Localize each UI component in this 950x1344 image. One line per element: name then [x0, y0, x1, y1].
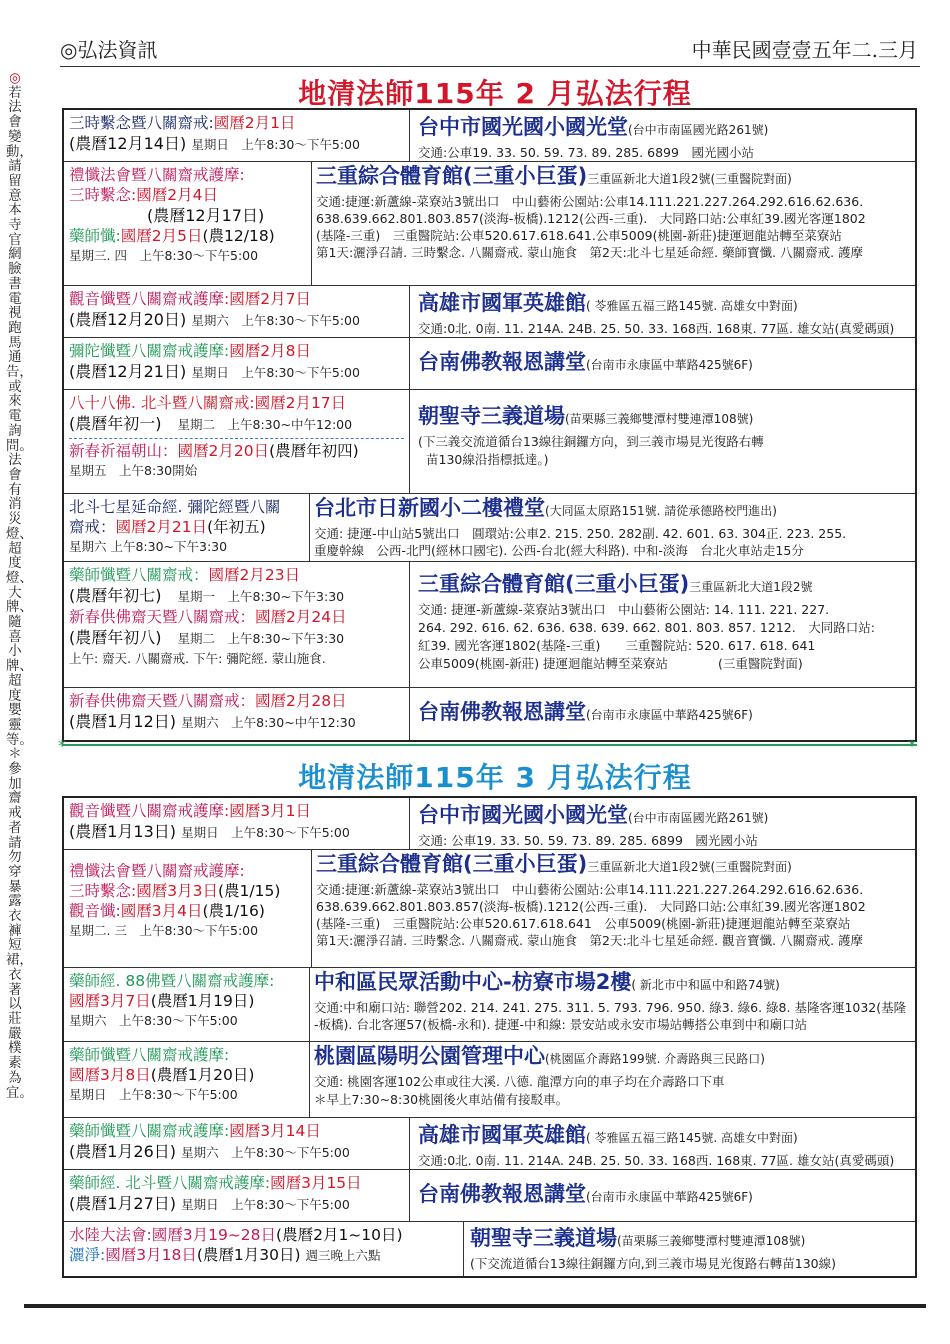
event-cell — [64, 1222, 464, 1276]
lunar-date: (農曆1月12日) — [69, 712, 177, 731]
event-subname: 新春祈福朝山： — [69, 442, 178, 460]
venue-name: 台中市國光國小國光堂 — [418, 803, 628, 827]
location-cell — [310, 1042, 915, 1117]
venue-address: (苗栗縣三義鄉雙潭村雙連潭108號) — [565, 412, 754, 426]
event-date: 國曆3月19~28日 — [151, 1226, 277, 1244]
event-time: 星期六 上午8:30～下午5:00 — [69, 1013, 238, 1028]
lunar-date: (農曆12月17日) — [147, 206, 265, 225]
transport-info: 264. 292. 616. 62. 636. 638. 639. 662. 801. 803. 857. 1212. 大同路口站: — [418, 620, 875, 635]
venue-name: 高雄市國軍英雄館 — [418, 1123, 586, 1147]
table-row — [64, 1222, 915, 1276]
lunar-date: (農曆年初八) — [69, 628, 162, 647]
location-cell — [310, 968, 915, 1041]
event-cell — [64, 1170, 410, 1221]
location-cell — [410, 286, 915, 337]
location-cell — [410, 110, 915, 161]
transport-info: 交通:捷運:新蘆線-菜寮站3號出口 中山藝術公園站:公車14.111.221.227.264.292.616.62.636. — [316, 882, 864, 897]
star-ornament: * — [908, 736, 916, 755]
lunar-date: (農曆1月19日) — [150, 992, 255, 1010]
footer-rule — [24, 1304, 926, 1308]
event-time: 星期六 上午8:30~中午12:30 — [181, 715, 356, 730]
event-time: 星期三. 四 上午8:30～下午5:00 — [69, 248, 259, 263]
event-cell — [64, 286, 410, 337]
mar-schedule-title: 地清法師115年 3 月弘法行程 — [298, 761, 692, 794]
event-time: 星期二 上午8:30~中午12:00 — [177, 417, 353, 432]
venue-address: (苗栗縣三義鄉雙潭村雙連潭108號) — [617, 1234, 806, 1248]
event-cell — [64, 798, 410, 849]
transport-info: (下三義交流道循台13線往銅鑼方向，到三義市場見光復路右轉 — [418, 434, 764, 449]
venue-name: 朝聖寺三義道場 — [470, 1226, 617, 1250]
transport-info: ＊早上7:30~8:30桃園後火車站備有接駁車。 — [314, 1092, 569, 1107]
transport-info: 紅39. 國光客運1802(基隆-三重) 三重醫院站: 520. 617. 618. 641 — [418, 638, 816, 653]
venue-address: (大同區太原路151號. 請從承德路校門進出) — [545, 504, 777, 518]
event-time: 星期日 上午8:30～下午5:00 — [69, 1087, 238, 1102]
event-date: 國曆3月1日 — [229, 802, 311, 820]
lunar-date: (農曆1月13日) — [69, 822, 177, 841]
section-divider — [62, 744, 917, 746]
event-time: 星期日 上午8:30～下午5:00 — [181, 1197, 350, 1212]
transport-info: 苗130線沿指標抵達。) — [426, 452, 549, 467]
lunar-date: (農曆年初四) — [269, 442, 359, 460]
table-row — [64, 338, 915, 390]
event-date: 國曆2月20日 — [177, 442, 270, 460]
feb-schedule-title: 地清法師115年 2 月弘法行程 — [298, 77, 692, 110]
transport-info: 交通: 公車19. 33. 50. 59. 73. 89. 285. 6899 國光國小站 — [418, 833, 758, 848]
venue-name: 台北市日新國小二樓禮堂 — [314, 496, 545, 520]
event-cell — [64, 162, 312, 285]
dashed-separator — [69, 438, 404, 439]
event-time: 星期二. 三 上午8:30～下午5:00 — [69, 923, 259, 938]
event-cell — [64, 1118, 410, 1169]
lunar-date: (農1/15) — [217, 882, 281, 900]
table-row — [64, 798, 915, 850]
transport-info: 638.639.662.801.803.857(淡海-板橋).1212(公西-三重). 大同路口站:公車紅39.國光客運1802 — [316, 211, 866, 226]
event-cell — [64, 562, 410, 687]
event-date: 國曆2月17日 — [254, 394, 347, 412]
venue-address: ( 苓雅區五福三路145號. 高雄女中對面) — [586, 299, 798, 313]
venue-address: 三重區新北大道1段2號 — [689, 580, 813, 594]
event-name: 北斗七星延命經. 彌陀經暨八關 — [69, 498, 281, 516]
event-name: 禮懺法會暨八關齋戒護摩: — [69, 166, 245, 184]
event-time: 星期五 上午8:30開始 — [69, 463, 198, 478]
event-time: 星期一 上午8:30~下午3:30 — [177, 589, 345, 604]
event-time: 星期二 上午8:30~下午3:30 — [177, 631, 345, 646]
event-name: 觀音懺暨八關齋戒護摩: — [69, 802, 230, 820]
location-cell — [410, 688, 915, 740]
lunar-date: (農曆1月26日) — [69, 1142, 177, 1161]
event-cell — [64, 338, 410, 389]
venue-name: 桃園區陽明公園管理中心 — [314, 1044, 545, 1068]
location-cell — [410, 798, 915, 849]
transport-info: 交通: 捷運-新蘆線-菜寮站3號出口 中山藝術公園站: 14. 111. 221. 227. — [418, 602, 830, 617]
table-row — [64, 1042, 915, 1118]
venue-name: 高雄市國軍英雄館 — [418, 291, 586, 315]
location-cell — [312, 162, 915, 285]
side-note — [6, 71, 33, 1101]
location-cell — [310, 494, 915, 561]
transport-info: 交通:公車19. 33. 50. 59. 73. 89. 285. 6899 國光國小站 — [418, 145, 754, 160]
location-cell — [464, 1222, 915, 1276]
side-note-text: 若法會變動，請留意本寺官網臉書電視跑馬通告，或來電詢問。法會有消災燈、超度燈、大牌、隨喜小牌、超度嬰靈等。＊參加齋戒者請勿穿暴露衣褲短裙，衣著以莊嚴樸素為宜。 — [6, 85, 33, 1101]
lunar-date: (農曆1月30日) — [196, 1246, 301, 1264]
event-date: 國曆3月15日 — [270, 1174, 362, 1192]
event-name: 藥師懺暨八關齋戒護摩: — [69, 1122, 230, 1140]
lunar-date: (年初五) — [207, 518, 266, 536]
event-name: 藥師懺暨八關齋戒： — [69, 566, 209, 584]
event-name: 水陸大法會: — [69, 1226, 152, 1244]
lunar-date: (農12/18) — [202, 227, 275, 245]
event-cell — [64, 688, 410, 740]
header-section-label: ◎弘法資訊 — [60, 38, 158, 62]
lunar-date: (農曆年初一) — [69, 414, 162, 433]
event-cell — [64, 1042, 310, 1117]
venue-name: 台南佛教報恩講堂 — [418, 1182, 586, 1206]
venue-name: 台南佛教報恩講堂 — [418, 350, 586, 374]
transport-info: 交通:0北. 0南. 11. 214A. 24B. 25. 50. 33. 168西. 168東. 77區. 雄女站(真愛碼頭) — [418, 1153, 895, 1168]
event-subname: 新春供佛齋天暨八關齋戒： — [69, 608, 256, 626]
event-name: 觀音懺暨八關齋戒護摩: — [69, 290, 230, 308]
venue-name: 三重綜合體育館(三重小巨蛋) — [316, 164, 588, 188]
lunar-date: (農曆2月1~10日) — [276, 1226, 403, 1244]
transport-info: 638.639.662.801.803.857(淡海-板橋).1212(公西-三重). 大同路口站:公車紅39.國光客運1802 — [316, 899, 866, 914]
event-time: 星期六 上午8:30～下午5:00 — [191, 313, 360, 328]
venue-address: (桃園區介壽路199號. 介壽路與三民路口) — [545, 1052, 765, 1066]
table-row — [64, 390, 915, 494]
event-date: 國曆3月3日 — [136, 882, 218, 900]
event-cell — [64, 850, 312, 967]
lunar-date: (農曆1月20日) — [150, 1066, 255, 1084]
table-row — [64, 968, 915, 1042]
event-date: 國曆2月23日 — [208, 566, 301, 584]
location-cell — [410, 338, 915, 389]
table-row — [64, 562, 915, 688]
header-date: 中華民國壹壹五年二.三月 — [691, 38, 918, 62]
event-date: 國曆3月14日 — [229, 1122, 321, 1140]
transport-info: 交通:捷運:新蘆線-菜寮站3號出口 中山藝術公園站:公車14.111.221.227.264.292.616.62.636. — [316, 194, 864, 209]
venue-address: (台中市南區國光路261號) — [628, 123, 769, 137]
lunar-date: (農曆12月20日) — [69, 310, 187, 329]
event-name: 新春供佛齋天暨八關齋戒： — [69, 692, 256, 710]
transport-info: 交通:中和廟口站: 聯營202. 214. 241. 275. 311. 5. 793. 796. 950. 綠3. 綠6. 綠8. 基隆客運1032(基隆 — [314, 1000, 907, 1015]
event-time: 星期六 上午8:30~下午3:30 — [69, 539, 228, 554]
event-subname: 三時繫念: — [69, 882, 137, 900]
event-time: 星期六 上午8:30～下午5:00 — [181, 1145, 350, 1160]
transport-info: (基隆-三重) 三重醫院站:公車520.617.618.641.公車5009(桃園-新莊)捷運迴龍站轉至菜寮站 — [316, 228, 842, 243]
transport-info: 交通:0北. 0南. 11. 214A. 24B. 25. 50. 33. 168西. 168東. 77區. 雄女站(真愛碼頭) — [418, 321, 895, 336]
event-time: 星期日 上午8:30～下午5:00 — [181, 825, 350, 840]
table-row — [64, 850, 915, 968]
event-cell — [64, 494, 310, 561]
event-name: 藥師懺暨八關齋戒護摩: — [69, 1046, 230, 1064]
location-cell — [410, 1170, 915, 1221]
event-name: 彌陀懺暨八關齋戒護摩: — [69, 342, 230, 360]
event-name: 三時繫念暨八關齋戒: — [69, 114, 214, 132]
venue-address: (台南市永康區中華路425號6F) — [586, 358, 753, 372]
table-row — [64, 110, 915, 162]
star-ornament: * — [58, 736, 66, 755]
event-time: 星期日 上午8:30～下午5:00 — [191, 365, 360, 380]
location-cell — [410, 390, 915, 493]
event-date: 國曆2月28日 — [255, 692, 347, 710]
event-date: 國曆3月18日 — [105, 1246, 197, 1264]
venue-address: (台南市永康區中華路425號6F) — [586, 1190, 753, 1204]
location-cell — [312, 850, 915, 967]
table-row — [64, 1118, 915, 1170]
event-name: 藥師經. 88佛暨八關齋戒護摩: — [69, 972, 275, 990]
event-date: 國曆2月5日 — [120, 227, 203, 245]
event-date: 國曆2月24日 — [255, 608, 347, 626]
event-time: 星期日 上午8:30～下午5:00 — [191, 137, 360, 152]
event-name: 藥師經. 北斗暨八關齋戒護摩: — [69, 1174, 271, 1192]
venue-address: (台南市永康區中華路425號6F) — [586, 708, 753, 722]
event-cell — [64, 390, 410, 493]
lunar-date: (農曆1月27日) — [69, 1194, 177, 1213]
header-rule — [60, 66, 920, 67]
event-time: 週三晚上六點 — [305, 1248, 381, 1263]
venue-address: (台中市南區國光路261號) — [628, 811, 769, 825]
transport-info: -板橋). 台北客運57(板橋-永和). 捷運-中和線: 景安站或永安市場站轉搭公車到中和廟口站 — [314, 1017, 808, 1032]
transport-info: 交通: 桃園客運102公車或往大溪. 八德. 龍潭方向的車子均在介壽路口下車 — [314, 1074, 725, 1089]
event-subname: 三時繫念: — [69, 186, 137, 204]
event-date: 國曆3月4日 — [120, 902, 203, 920]
venue-name: 台中市國光國小國光堂 — [418, 115, 628, 139]
venue-name: 朝聖寺三義道場 — [418, 404, 565, 428]
lunar-date: (農曆年初七) — [69, 586, 162, 605]
program-note: 上午: 齋天. 八關齋戒. 下午: 彌陀經. 蒙山施食. — [69, 651, 326, 666]
venue-name: 三重綜合體育館(三重小巨蛋) — [418, 572, 690, 596]
table-row — [64, 286, 915, 338]
lunar-date: (農1/16) — [202, 902, 265, 920]
event-date: 國曆2月1日 — [213, 114, 296, 132]
event-name-cont: 齋戒： — [69, 518, 116, 536]
transport-info: 交通: 捷運-中山站5號出口 圓環站:公車2. 215. 250. 282副. 42. 601. 63. 304正. 223. 255. — [314, 526, 847, 541]
event-cell — [64, 968, 310, 1041]
event-date: 國曆2月7日 — [229, 290, 311, 308]
table-row — [64, 494, 915, 562]
event-date: 國曆2月4日 — [136, 186, 218, 204]
lunar-date: (農曆12月14日) — [69, 134, 187, 153]
event-subname: 灑淨: — [69, 1246, 106, 1264]
event-cell — [64, 110, 410, 161]
location-cell — [410, 562, 915, 687]
event-date: 國曆3月8日 — [69, 1066, 151, 1084]
transport-info: 公車5009(桃園-新莊) 捷運迴龍站轉至菜寮站 (三重醫院對面) — [418, 656, 803, 671]
table-row — [64, 1170, 915, 1222]
lunar-date: (農曆12月21日) — [69, 362, 187, 381]
table-row — [64, 162, 915, 286]
program-info: 第1天:灑淨召請. 三時繫念. 八關齋戒. 蒙山施食 第2天:北斗七星延命經. 觀音寶懺. 八關齋戒. 護摩 — [316, 933, 864, 948]
venue-name: 台南佛教報恩講堂 — [418, 700, 586, 724]
event-date: 國曆2月21日 — [115, 518, 208, 536]
venue-address: 三重區新北大道1段2號(三重醫院對面) — [587, 860, 792, 874]
venue-address: ( 苓雅區五福三路145號. 高雄女中對面) — [586, 1131, 798, 1145]
event-subname: 觀音懺: — [69, 902, 121, 920]
location-cell — [410, 1118, 915, 1169]
event-name: 八十八佛. 北斗暨八關齋戒: — [69, 394, 255, 412]
venue-name: 中和區民眾活動中心-枋寮市場2樓 — [314, 970, 632, 994]
venue-address: ( 新北市中和區中和路74號) — [631, 978, 780, 992]
side-note-mark: ◎ — [9, 71, 21, 86]
program-info: 第1天:灑淨召請. 三時繫念. 八關齋戒. 蒙山施食 第2天:北斗七星延命經. 藥師寶懺. 八關齋戒. 護摩 — [316, 245, 864, 260]
transport-info: 重慶幹線 公西-北門(經林口國宅). 公西-台北(經大科路). 中和-淡海 台北火車站走15分 — [314, 543, 804, 558]
venue-address: 三重區新北大道1段2號(三重醫院對面) — [587, 172, 792, 186]
transport-info: (基隆-三重) 三重醫院站:公車520.617.618.641 公車5009(桃園-新莊)捷運迴龍站轉至菜寮站 — [316, 916, 851, 931]
event-subname: 藥師懺: — [69, 227, 121, 245]
venue-name: 三重綜合體育館(三重小巨蛋) — [316, 852, 588, 876]
event-date: 國曆2月8日 — [229, 342, 311, 360]
mar-schedule-table — [62, 796, 917, 1278]
event-date: 國曆3月7日 — [69, 992, 151, 1010]
table-row — [64, 688, 915, 740]
event-name: 禮懺法會暨八關齋戒護摩: — [69, 862, 245, 880]
feb-schedule-table — [62, 108, 917, 742]
transport-info: (下交流道循台13線往銅鑼方向,到三義市場見光復路右轉苗130線) — [470, 1256, 836, 1271]
